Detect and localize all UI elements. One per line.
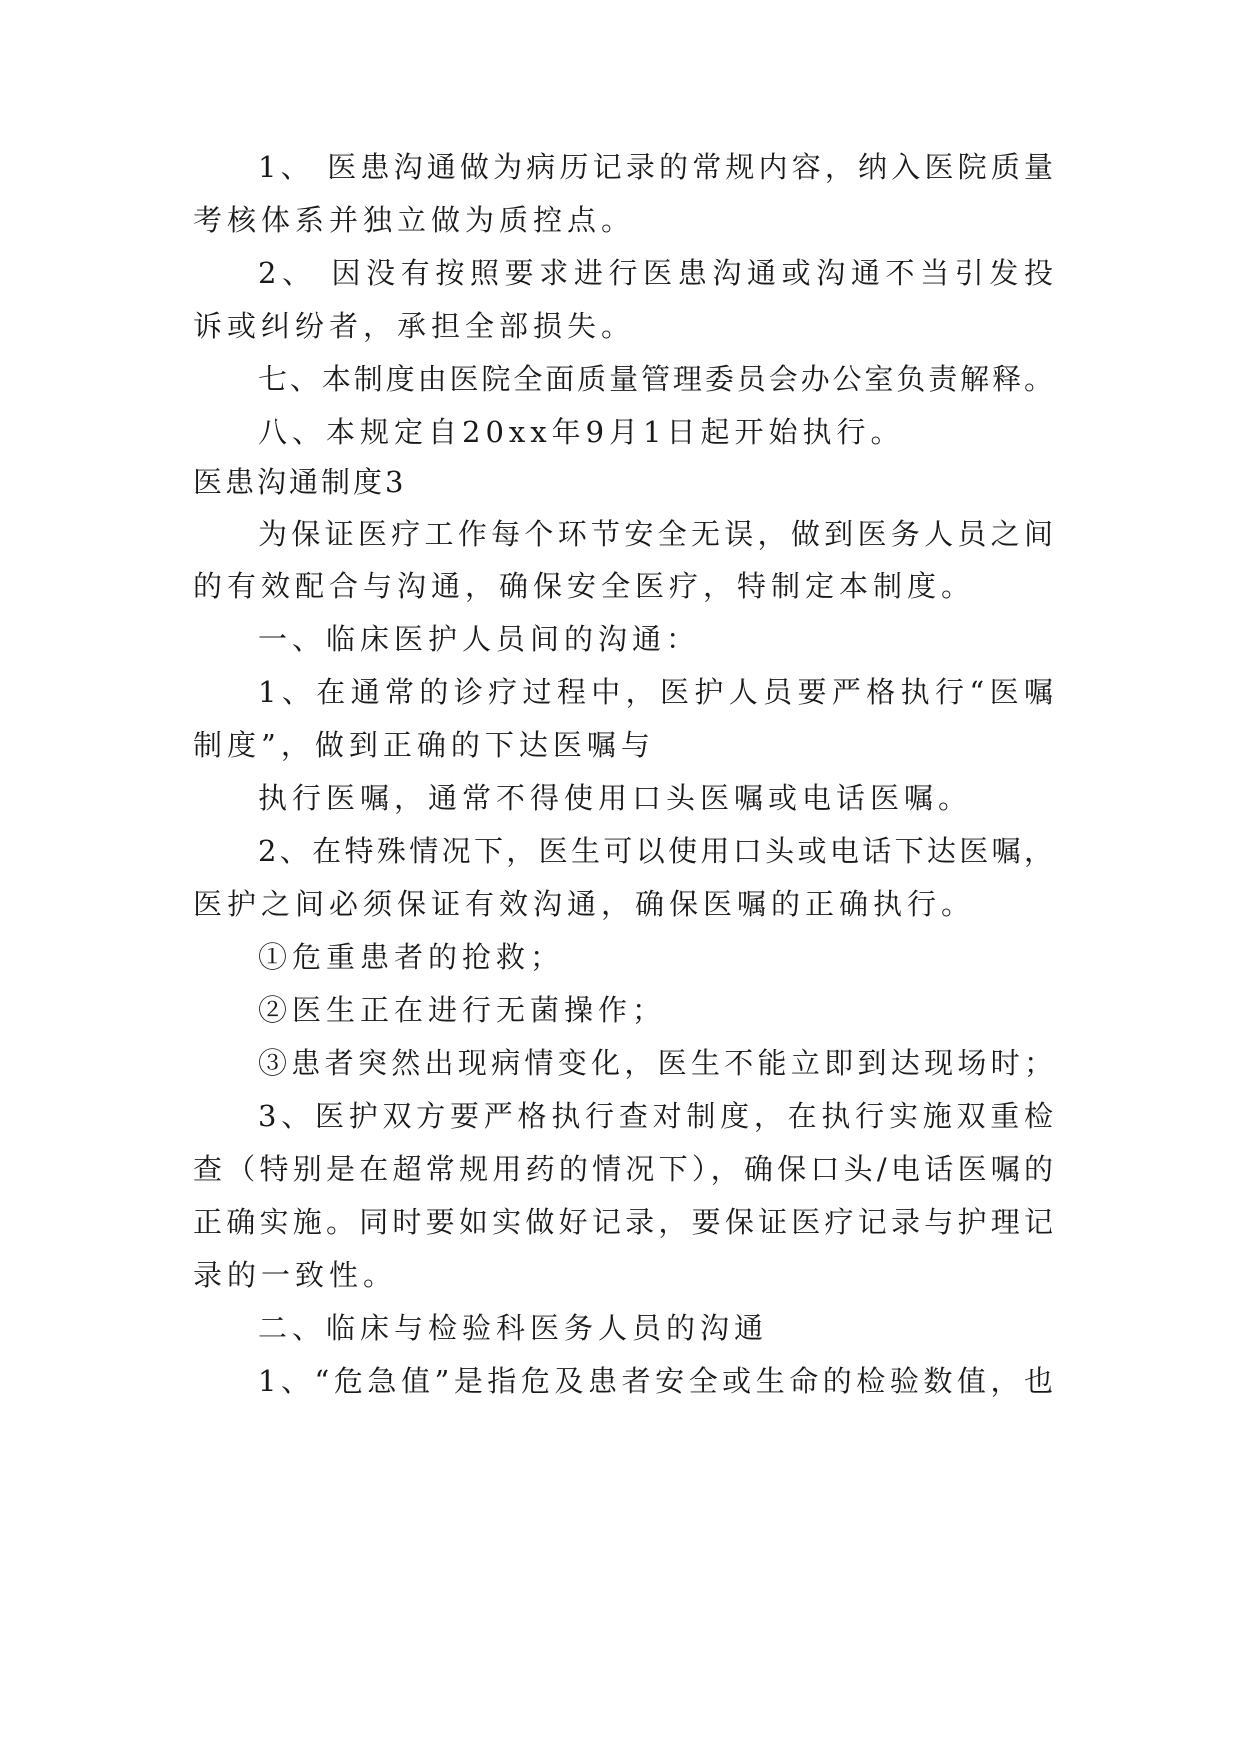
paragraph-line-19: 3、医护双方要严格执行查对制度，在执行实施双重检 (258, 1099, 1053, 1133)
paragraph-line-2: 考核体系并独立做为质控点。 (193, 203, 636, 237)
paragraph-line-6: 八、本规定自20xx年9月1日起开始执行。 (258, 415, 905, 449)
paragraph-line-24: 1、“危急值”是指危及患者安全或生命的检验数值，也 (258, 1364, 1053, 1398)
paragraph-line-9: 的有效配合与沟通，确保安全医疗，特制定本制度。 (193, 569, 976, 603)
paragraph-line-13: 执行医嘱，通常不得使用口头医嘱或电话医嘱。 (258, 781, 973, 815)
paragraph-line-10: 一、临床医护人员间的沟通： (258, 622, 701, 656)
paragraph-line-8: 为保证医疗工作每个环节安全无误，做到医务人员之间 (258, 517, 1053, 551)
paragraph-line-18: ③患者突然出现病情变化，医生不能立即到达现场时； (258, 1046, 1053, 1080)
paragraph-line-11: 1、在通常的诊疗过程中，医护人员要严格执行“医嘱 (258, 675, 1053, 709)
paragraph-line-23: 二、临床与检验科医务人员的沟通 (258, 1311, 769, 1345)
paragraph-line-5: 七、本制度由医院全面质量管理委员会办公室负责解释。 (258, 362, 1053, 396)
paragraph-line-20: 查（特别是在超常规用药的情况下），确保口头/电话医嘱的 (193, 1152, 1053, 1186)
paragraph-line-3: 2、 因没有按照要求进行医患沟通或沟通不当引发投 (258, 256, 1053, 290)
paragraph-line-12: 制度”，做到正确的下达医嘱与 (193, 728, 655, 762)
paragraph-line-4: 诉或纠纷者，承担全部损失。 (193, 309, 636, 343)
paragraph-line-22: 录的一致性。 (193, 1258, 398, 1292)
paragraph-line-16: ①危重患者的抢救； (258, 940, 565, 974)
section-heading: 医患沟通制度3 (193, 465, 407, 499)
paragraph-line-17: ②医生正在进行无菌操作； (258, 993, 667, 1027)
paragraph-line-1: 1、 医患沟通做为病历记录的常规内容，纳入医院质量 (258, 150, 1053, 184)
paragraph-line-15: 医护之间必须保证有效沟通，确保医嘱的正确执行。 (193, 887, 976, 921)
paragraph-line-21: 正确实施。同时要如实做好记录，要保证医疗记录与护理记 (193, 1205, 1053, 1239)
paragraph-line-14: 2、在特殊情况下，医生可以使用口头或电话下达医嘱， (258, 834, 1053, 868)
